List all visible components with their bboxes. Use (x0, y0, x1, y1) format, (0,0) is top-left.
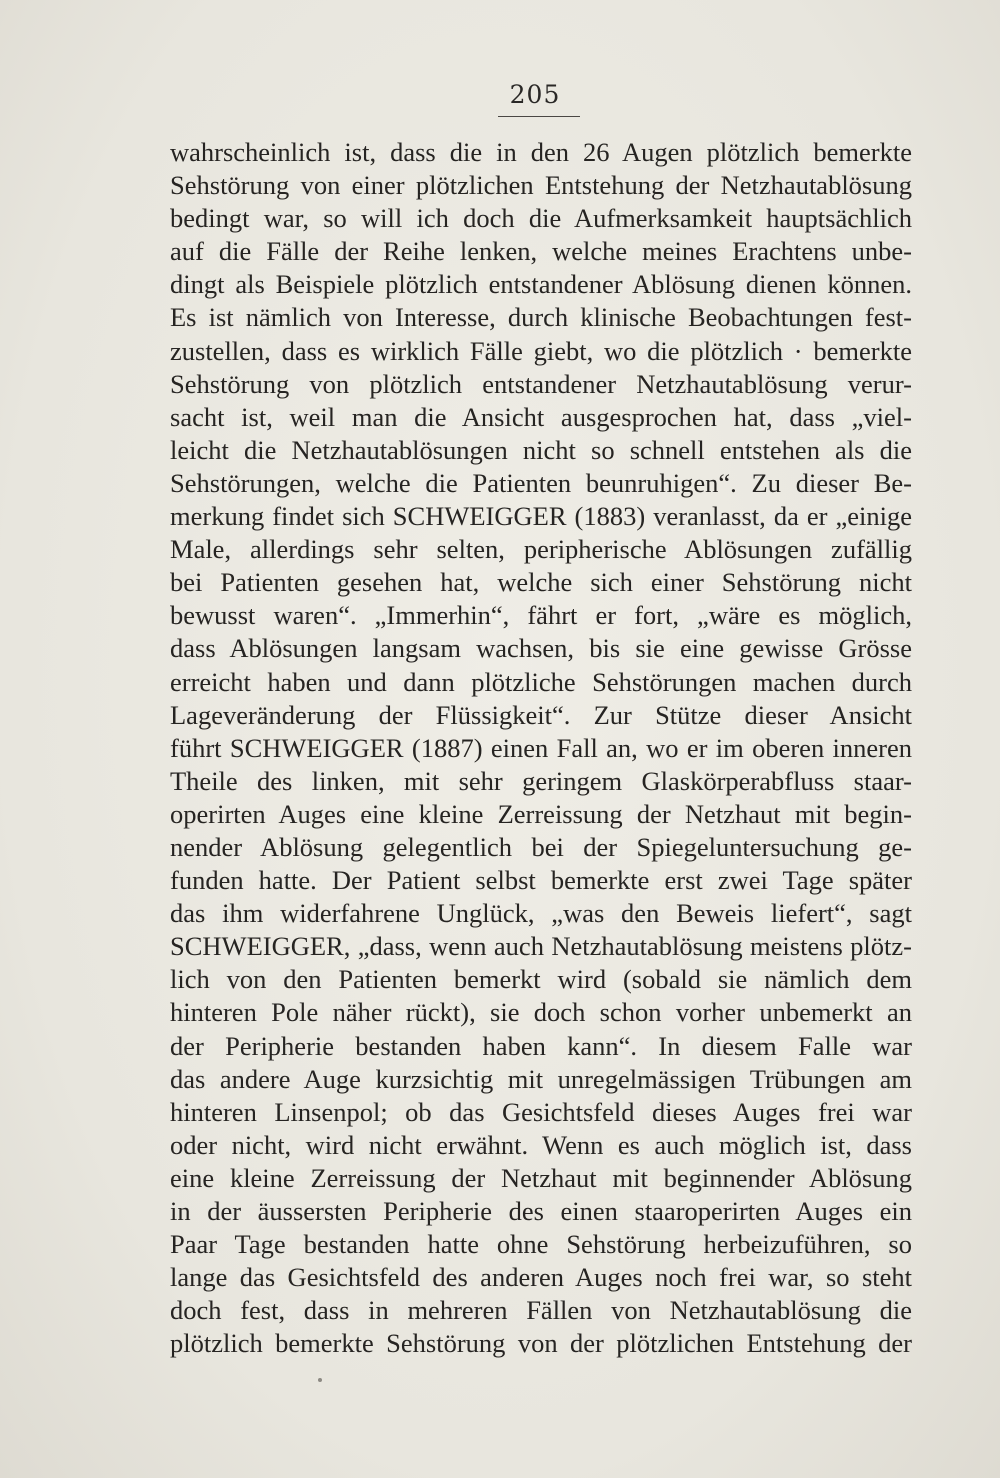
text-line: leicht die Netzhautablösungen nicht so schnell entstehen als die (170, 434, 912, 465)
text-line: dingt als Beispiele plötzlich entstandener Ablösung dienen können. (170, 269, 912, 300)
text-line: SCHWEIGGER, „dass, wenn auch Netzhautablösung meistens plötz- (170, 931, 912, 962)
text-line: Sehstörung von plötzlich entstandener Netzhautablösung verur- (170, 368, 912, 399)
text-line: bewusst waren“. „Immerhin“, fährt er fort, „wäre es möglich, (170, 600, 912, 631)
text-line: der Peripherie bestanden haben kann“. In diesem Falle war (170, 1030, 912, 1061)
text-line: nender Ablösung gelegentlich bei der Spiegeluntersuchung ge- (170, 831, 912, 862)
text-line: Es ist nämlich von Interesse, durch klinische Beobachtungen fest- (170, 302, 912, 333)
text-line: plötzlich bemerkte Sehstörung von der plötzlichen Entstehung der (170, 1328, 912, 1359)
text-line: lich von den Patienten bemerkt wird (sobald sie nämlich dem (170, 964, 912, 995)
text-line: bei Patienten gesehen hat, welche sich einer Sehstörung nicht (170, 567, 912, 598)
text-line: bedingt war, so will ich doch die Aufmerksamkeit hauptsächlich (170, 203, 912, 234)
text-line: auf die Fälle der Reihe lenken, welche meines Erachtens unbe- (170, 236, 912, 267)
text-line: Male, allerdings sehr selten, peripherische Ablösungen zufällig (170, 534, 912, 565)
text-line: in der äussersten Peripherie des einen staaroperirten Auges ein (170, 1196, 912, 1226)
page-number: 205 (509, 80, 561, 109)
text-line: funden hatte. Der Patient selbst bemerkte erst zwei Tage später (170, 865, 912, 896)
text-line: hinteren Linsenpol; ob das Gesichtsfeld dieses Auges frei war (170, 1096, 912, 1127)
text-line: Theile des linken, mit sehr geringem Glaskörperabfluss staar- (170, 765, 912, 796)
text-line: Sehstörungen, welche die Patienten beunruhigen“. Zu dieser Be- (170, 467, 912, 498)
text-line: das andere Auge kurzsichtig mit unregelmässigen Trübungen am (170, 1063, 912, 1094)
text-line: oder nicht, wird nicht erwähnt. Wenn es auch möglich ist, dass (170, 1129, 912, 1160)
print-speck (318, 1378, 322, 1382)
text-line: lange das Gesichtsfeld des anderen Auges noch frei war, so steht (170, 1262, 912, 1293)
text-line: hinteren Pole näher rückt), sie doch schon vorher unbemerkt an (170, 997, 912, 1028)
text-line: Lageveränderung der Flüssigkeit“. Zur Stütze dieser Ansicht (170, 699, 912, 730)
page-number-rule (498, 116, 580, 117)
text-line: erreicht haben und dann plötzliche Sehstörungen machen durch (170, 666, 912, 697)
text-line: dass Ablösungen langsam wachsen, bis sie eine gewisse Grösse (170, 633, 912, 664)
text-line: zustellen, dass es wirklich Fälle giebt, wo die plötzlich · bemerkte (170, 335, 912, 366)
text-line: eine kleine Zerreissung der Netzhaut mit beginnender Ablösung (170, 1162, 912, 1193)
text-line: doch fest, dass in mehreren Fällen von Netzhautablösung die (170, 1295, 912, 1326)
text-line: operirten Auges eine kleine Zerreissung der Netzhaut mit begin- (170, 798, 912, 829)
text-line: Paar Tage bestanden hatte ohne Sehstörung herbeizuführen, so (170, 1229, 912, 1260)
text-line: sacht ist, weil man die Ansicht ausgesprochen hat, dass „viel- (170, 401, 912, 432)
text-line: wahrscheinlich ist, dass die in den 26 Augen plötzlich bemerkte (170, 137, 912, 167)
text-line: das ihm widerfahrene Unglück, „was den Beweis liefert“, sagt (170, 898, 912, 929)
text-line: Sehstörung von einer plötzlichen Entstehung der Netzhautablösung (170, 170, 912, 201)
body-text (170, 136, 912, 1360)
text-line: merkung findet sich SCHWEIGGER (1883) veranlasst, da er „einige (170, 501, 912, 532)
text-line: führt SCHWEIGGER (1887) einen Fall an, wo er im oberen inneren (170, 732, 912, 763)
